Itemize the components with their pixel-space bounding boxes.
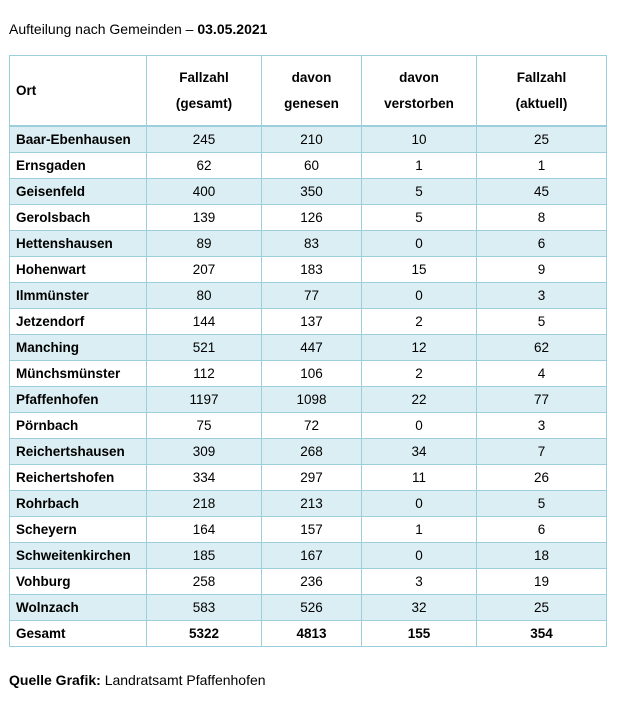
cell-value: 89 xyxy=(147,231,262,257)
table-row xyxy=(10,413,607,439)
cell-value: 236 xyxy=(262,569,362,595)
cell-ort: Jetzendorf xyxy=(10,309,147,335)
cell-ort: Geisenfeld xyxy=(10,179,147,205)
cell-value: 210 xyxy=(262,126,362,153)
cell-value: 144 xyxy=(147,309,262,335)
cell-ort: Schweitenkirchen xyxy=(10,543,147,569)
table-row xyxy=(10,153,607,179)
cell-value: 15 xyxy=(362,257,477,283)
column-header-fallzahl-gesamt: Fallzahl (gesamt) xyxy=(147,56,262,127)
cell-value: 309 xyxy=(147,439,262,465)
cell-ort: Ernsgaden xyxy=(10,153,147,179)
cell-value: 155 xyxy=(362,621,477,647)
cell-value: 75 xyxy=(147,413,262,439)
cases-by-municipality-table xyxy=(9,55,607,647)
column-header-fallzahl-aktuell: Fallzahl (aktuell) xyxy=(477,56,607,127)
table-row xyxy=(10,335,607,361)
cell-value: 447 xyxy=(262,335,362,361)
cell-value: 9 xyxy=(477,257,607,283)
table-row xyxy=(10,257,607,283)
cell-value: 258 xyxy=(147,569,262,595)
cell-value: 7 xyxy=(477,439,607,465)
cell-value: 164 xyxy=(147,517,262,543)
cell-value: 12 xyxy=(362,335,477,361)
cell-ort: Gesamt xyxy=(10,621,147,647)
cell-value: 32 xyxy=(362,595,477,621)
cell-value: 1197 xyxy=(147,387,262,413)
table-row xyxy=(10,595,607,621)
cell-value: 0 xyxy=(362,491,477,517)
page-heading xyxy=(9,21,267,37)
cell-value: 3 xyxy=(362,569,477,595)
table-row xyxy=(10,491,607,517)
cell-value: 0 xyxy=(362,231,477,257)
heading-text: Aufteilung nach Gemeinden – xyxy=(9,21,198,37)
cell-value: 72 xyxy=(262,413,362,439)
column-header-genesen: davon genesen xyxy=(262,56,362,127)
cell-value: 268 xyxy=(262,439,362,465)
cell-ort: Reichertshausen xyxy=(10,439,147,465)
cell-ort: Gerolsbach xyxy=(10,205,147,231)
cell-ort: Wolnzach xyxy=(10,595,147,621)
cell-value: 112 xyxy=(147,361,262,387)
cell-value: 62 xyxy=(477,335,607,361)
cell-value: 18 xyxy=(477,543,607,569)
cell-ort: Reichertshofen xyxy=(10,465,147,491)
table-row xyxy=(10,439,607,465)
cell-value: 5 xyxy=(362,179,477,205)
table-row xyxy=(10,205,607,231)
cell-value: 10 xyxy=(362,126,477,153)
cell-value: 25 xyxy=(477,126,607,153)
cell-value: 83 xyxy=(262,231,362,257)
cell-value: 185 xyxy=(147,543,262,569)
cell-ort: Ilmmünster xyxy=(10,283,147,309)
cell-value: 5 xyxy=(477,309,607,335)
cell-value: 6 xyxy=(477,231,607,257)
table-row xyxy=(10,517,607,543)
cell-value: 218 xyxy=(147,491,262,517)
cell-value: 60 xyxy=(262,153,362,179)
table-row xyxy=(10,126,607,153)
table-total-row xyxy=(10,621,607,647)
cell-value: 3 xyxy=(477,283,607,309)
cell-value: 400 xyxy=(147,179,262,205)
table-row xyxy=(10,361,607,387)
cell-ort: Scheyern xyxy=(10,517,147,543)
cell-value: 80 xyxy=(147,283,262,309)
heading-date: 03.05.2021 xyxy=(197,21,268,37)
cell-ort: Münchsmünster xyxy=(10,361,147,387)
cell-value: 126 xyxy=(262,205,362,231)
cell-value: 297 xyxy=(262,465,362,491)
cell-value: 45 xyxy=(477,179,607,205)
cell-value: 334 xyxy=(147,465,262,491)
column-header-ort: Ort xyxy=(10,56,147,127)
cell-value: 5322 xyxy=(147,621,262,647)
cell-ort: Baar-Ebenhausen xyxy=(10,126,147,153)
cell-value: 583 xyxy=(147,595,262,621)
column-header-verstorben: davon verstorben xyxy=(362,56,477,127)
cell-value: 62 xyxy=(147,153,262,179)
cell-ort: Pörnbach xyxy=(10,413,147,439)
cell-value: 1 xyxy=(362,517,477,543)
table-row xyxy=(10,543,607,569)
cell-value: 157 xyxy=(262,517,362,543)
source-label: Quelle Grafik: xyxy=(9,672,101,688)
table-body xyxy=(10,126,607,647)
cell-value: 34 xyxy=(362,439,477,465)
table-row xyxy=(10,387,607,413)
cell-ort: Rohrbach xyxy=(10,491,147,517)
source-text: Landratsamt Pfaffenhofen xyxy=(100,672,266,688)
cell-value: 25 xyxy=(477,595,607,621)
cell-ort: Pfaffenhofen xyxy=(10,387,147,413)
table-row xyxy=(10,569,607,595)
cell-value: 22 xyxy=(362,387,477,413)
cell-value: 11 xyxy=(362,465,477,491)
cell-value: 0 xyxy=(362,283,477,309)
table-row xyxy=(10,179,607,205)
cell-value: 1 xyxy=(477,153,607,179)
cell-value: 183 xyxy=(262,257,362,283)
cell-ort: Vohburg xyxy=(10,569,147,595)
cell-value: 106 xyxy=(262,361,362,387)
table-row xyxy=(10,465,607,491)
cell-ort: Hettenshausen xyxy=(10,231,147,257)
cell-value: 207 xyxy=(147,257,262,283)
cell-ort: Manching xyxy=(10,335,147,361)
cell-ort: Hohenwart xyxy=(10,257,147,283)
cell-value: 213 xyxy=(262,491,362,517)
cell-value: 137 xyxy=(262,309,362,335)
cell-value: 6 xyxy=(477,517,607,543)
cell-value: 19 xyxy=(477,569,607,595)
cell-value: 354 xyxy=(477,621,607,647)
cell-value: 1098 xyxy=(262,387,362,413)
cell-value: 4813 xyxy=(262,621,362,647)
cell-value: 167 xyxy=(262,543,362,569)
cell-value: 77 xyxy=(477,387,607,413)
cell-value: 5 xyxy=(477,491,607,517)
table-header-row xyxy=(10,56,607,127)
table-row xyxy=(10,309,607,335)
cell-value: 526 xyxy=(262,595,362,621)
cell-value: 26 xyxy=(477,465,607,491)
cell-value: 2 xyxy=(362,309,477,335)
source-note xyxy=(9,672,266,688)
cell-value: 139 xyxy=(147,205,262,231)
cell-value: 245 xyxy=(147,126,262,153)
cell-value: 521 xyxy=(147,335,262,361)
cell-value: 350 xyxy=(262,179,362,205)
cell-value: 5 xyxy=(362,205,477,231)
cell-value: 2 xyxy=(362,361,477,387)
table-row xyxy=(10,231,607,257)
table-row xyxy=(10,283,607,309)
cell-value: 1 xyxy=(362,153,477,179)
cell-value: 0 xyxy=(362,413,477,439)
cell-value: 4 xyxy=(477,361,607,387)
cell-value: 3 xyxy=(477,413,607,439)
cell-value: 77 xyxy=(262,283,362,309)
cell-value: 8 xyxy=(477,205,607,231)
cell-value: 0 xyxy=(362,543,477,569)
